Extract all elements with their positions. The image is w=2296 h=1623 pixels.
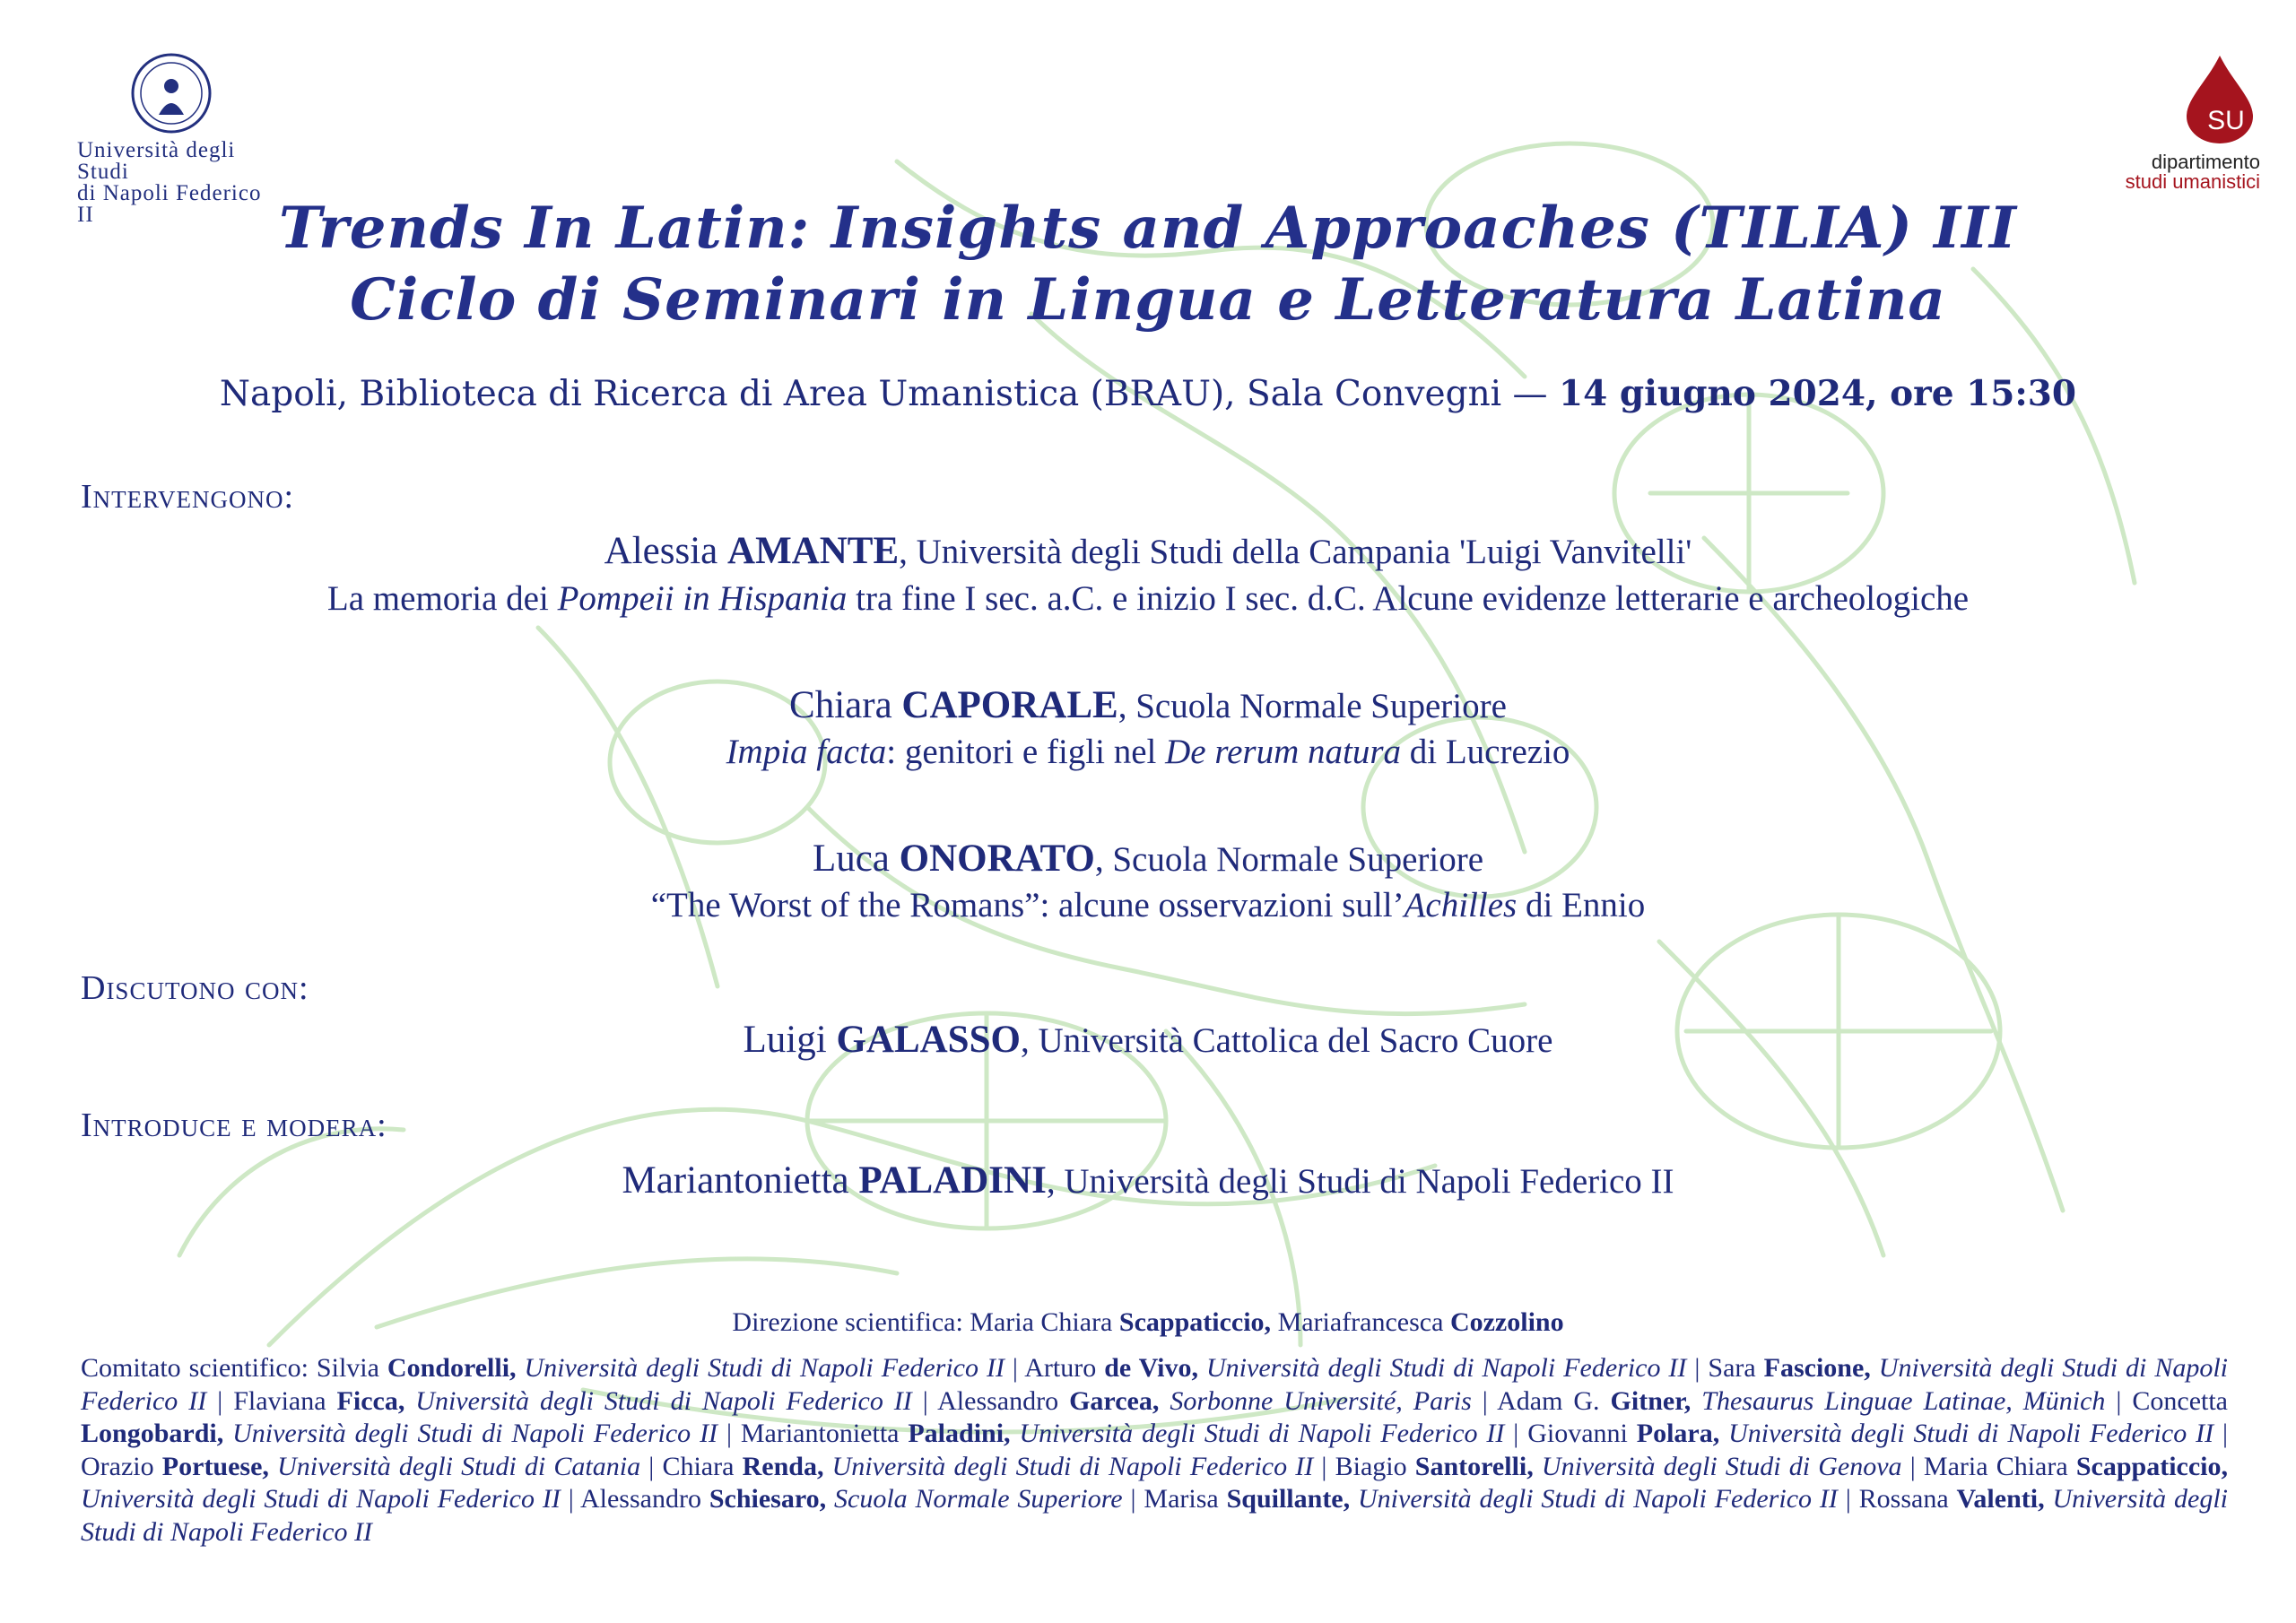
speaker-affiliation: , Università degli Studi della Campania 'Luigi Vanvitelli'	[899, 533, 1692, 571]
member-last: Squillante,	[1226, 1484, 1351, 1514]
committee-member	[1488, 1386, 2122, 1416]
talk-italic: Pompeii in Hispania	[557, 579, 848, 618]
section-introduce: Introduce e modera:	[81, 1107, 387, 1144]
speaker-first: Luigi	[743, 1019, 827, 1061]
speaker-first: Mariantonietta	[622, 1159, 849, 1202]
speaker-1	[0, 529, 2296, 573]
member-last: Gitner,	[1610, 1385, 1692, 1416]
speaker-2	[0, 683, 2296, 727]
member-affiliation: Università degli Studi di Napoli Federico II	[823, 1451, 1314, 1481]
member-first: Giovanni	[1518, 1419, 1637, 1448]
separator: |	[2213, 1419, 2228, 1448]
venue-date: 14 giugno 2024, ore 15:30	[1558, 373, 2077, 414]
member-affiliation: Università degli Studi di Genova	[1533, 1451, 1902, 1481]
member-first: Maria Chiara	[1915, 1451, 2076, 1481]
member-last: Scappaticcio,	[2075, 1451, 2228, 1481]
separator: |	[1837, 1484, 1851, 1514]
university-seal-icon	[130, 52, 213, 135]
member-first: Silvia	[316, 1353, 387, 1383]
member-first: Alessandro	[573, 1484, 709, 1514]
talk-1	[0, 578, 2296, 619]
committee-member	[317, 1353, 1018, 1383]
talk-italic: De rerum natura	[1165, 733, 1401, 771]
member-affiliation: Università degli Studi di Napoli Federico II	[81, 1353, 2228, 1416]
separator: |	[1504, 1419, 1519, 1448]
member-affiliation: Università degli Studi di Napoli Federico II	[1350, 1484, 1838, 1514]
talk-text: di Ennio	[1517, 886, 1646, 924]
comitato-scientifico	[81, 1352, 2228, 1549]
committee-member	[1018, 1353, 1700, 1383]
direzione-text: Mariafrancesca	[1271, 1307, 1450, 1337]
separator: |	[206, 1385, 223, 1416]
talk-text: : genitori e figli nel	[886, 733, 1166, 771]
direzione-label: Direzione scientifica: Maria Chiara	[732, 1307, 1119, 1337]
unina-name-line2: di Napoli Federico II	[77, 181, 262, 227]
speaker-3	[0, 837, 2296, 881]
talk-text: tra fine I sec. a.C. e inizio I sec. d.C. Alcune evidenze letterarie e archeologiche	[847, 579, 1970, 618]
member-first: Flaviana	[222, 1385, 337, 1416]
event-title	[0, 193, 2296, 336]
member-affiliation: Thesaurus Linguae Latinae, Münich	[1691, 1385, 2106, 1416]
separator: |	[1313, 1451, 1327, 1481]
separator: |	[1686, 1353, 1700, 1383]
separator: |	[2105, 1385, 2122, 1416]
member-affiliation: Università degli Studi di Catania	[268, 1451, 641, 1481]
speaker-affiliation: , Scuola Normale Superiore	[1094, 840, 1484, 879]
committee-member	[222, 1386, 928, 1416]
venue-line	[0, 373, 2296, 414]
member-last: Polara,	[1636, 1419, 1720, 1448]
member-first: Sara	[1700, 1353, 1764, 1383]
dept-line2: studi umanistici	[2125, 170, 2260, 193]
member-last: Portuese,	[161, 1451, 269, 1481]
separator: |	[640, 1451, 655, 1481]
member-last: Fascione,	[1763, 1353, 1871, 1383]
speaker-first: Alessia	[604, 530, 718, 572]
member-first: Alessandro	[927, 1385, 1070, 1416]
committee-member	[1136, 1484, 1851, 1514]
member-first: Marisa	[1135, 1484, 1227, 1514]
section-discutono: Discutono con:	[81, 969, 309, 1007]
member-affiliation: Sorbonne Université, Paris	[1159, 1385, 1472, 1416]
member-first: Adam G.	[1487, 1385, 1611, 1416]
talk-text: di Lucrezio	[1401, 733, 1570, 771]
talk-3	[0, 885, 2296, 925]
member-first: Mariantonietta	[731, 1419, 909, 1448]
talk-italic: Impia facta	[726, 733, 887, 771]
member-affiliation: Scuola Normale Superiore	[826, 1484, 1123, 1514]
speaker-first: Chiara	[789, 684, 892, 726]
member-affiliation: Università degli Studi di Napoli Federico II	[81, 1484, 561, 1514]
member-first: Concetta	[2121, 1385, 2228, 1416]
member-affiliation: Università degli Studi di Napoli Federico II	[516, 1353, 1004, 1383]
committee-member	[654, 1452, 1326, 1481]
separator: |	[1122, 1484, 1136, 1514]
dsu-drop-icon	[2179, 52, 2260, 145]
member-first: Orazio	[81, 1451, 162, 1481]
member-last: Garcea,	[1069, 1385, 1160, 1416]
speaker-affiliation: , Università degli Studi di Napoli Federico II	[1046, 1162, 1674, 1201]
talk-text: “The Worst of the Romans”: alcune osservazioni sull’	[650, 886, 1405, 924]
talk-italic: Achilles	[1404, 886, 1518, 924]
member-affiliation: Università degli Studi di Napoli Federico II	[1010, 1419, 1505, 1448]
committee-member	[1326, 1452, 1915, 1481]
member-last: Renda,	[742, 1451, 824, 1481]
member-first: Chiara	[654, 1451, 743, 1481]
committee-member	[1518, 1419, 2228, 1448]
member-last: Valenti,	[1956, 1484, 2045, 1514]
member-first: Rossana	[1850, 1484, 1957, 1514]
member-last: de Vivo,	[1104, 1353, 1199, 1383]
dsu-mark: SU	[2207, 106, 2245, 135]
committee-member	[928, 1386, 1488, 1416]
talk-text: La memoria dei	[326, 579, 558, 618]
dsu-logo	[2099, 52, 2260, 192]
separator: |	[560, 1484, 574, 1514]
speaker-last: AMANTE	[727, 530, 900, 572]
member-last: Condorelli,	[387, 1353, 517, 1383]
moderator	[0, 1159, 2296, 1202]
separator: |	[911, 1385, 928, 1416]
member-last: Ficca,	[336, 1385, 405, 1416]
member-affiliation: Università degli Studi di Napoli Federico II	[404, 1385, 912, 1416]
separator: |	[718, 1419, 732, 1448]
speaker-last: ONORATO	[899, 838, 1095, 880]
dept-line1: dipartimento	[2151, 151, 2260, 173]
unina-name-line1: Università degli Studi	[77, 138, 236, 184]
title-line1: Trends In Latin: Insights and Approaches (TILIA) III	[279, 195, 2017, 262]
member-last: Santorelli,	[1414, 1451, 1534, 1481]
venue-place: Napoli, Biblioteca di Ricerca di Area Umanistica (BRAU), Sala Convegni —	[219, 374, 1548, 414]
member-affiliation: Università degli Studi di Napoli Federico II	[223, 1419, 718, 1448]
member-affiliation: Università degli Studi di Napoli Federico II	[1198, 1353, 1687, 1383]
committee-member	[732, 1419, 1518, 1448]
comitato-label: Comitato scientifico:	[81, 1353, 309, 1383]
direzione-scientifica	[0, 1307, 2296, 1338]
member-first: Biagio	[1326, 1451, 1415, 1481]
member-last: Paladini,	[908, 1419, 1011, 1448]
speaker-affiliation: , Scuola Normale Superiore	[1118, 687, 1507, 725]
speaker-first: Luca	[812, 838, 890, 880]
member-last: Schiesaro,	[709, 1484, 827, 1514]
speaker-last: CAPORALE	[901, 684, 1118, 726]
direzione-name: Scappaticcio,	[1118, 1307, 1272, 1337]
member-first: Arturo	[1017, 1353, 1105, 1383]
section-intervengono: Intervengono:	[81, 478, 295, 516]
talk-2	[0, 732, 2296, 772]
speaker-affiliation: , Università Cattolica del Sacro Cuore	[1020, 1021, 1553, 1060]
member-affiliation: Università degli Studi di Napoli Federico II	[81, 1484, 2228, 1547]
separator: |	[1004, 1353, 1018, 1383]
member-affiliation: Università degli Studi di Napoli Federico II	[1719, 1419, 2214, 1448]
committee-member	[81, 1452, 654, 1481]
separator: |	[1901, 1451, 1916, 1481]
member-last: Longobardi,	[81, 1419, 224, 1448]
committee-member	[574, 1484, 1136, 1514]
speaker-last: GALASSO	[836, 1019, 1021, 1061]
title-line2: Ciclo di Seminari in Lingua e Letteratura Latina	[350, 266, 1946, 334]
discussant	[0, 1018, 2296, 1062]
separator: |	[1471, 1385, 1488, 1416]
speaker-last: PALADINI	[858, 1159, 1047, 1202]
direzione-name: Cozzolino	[1449, 1307, 1564, 1337]
